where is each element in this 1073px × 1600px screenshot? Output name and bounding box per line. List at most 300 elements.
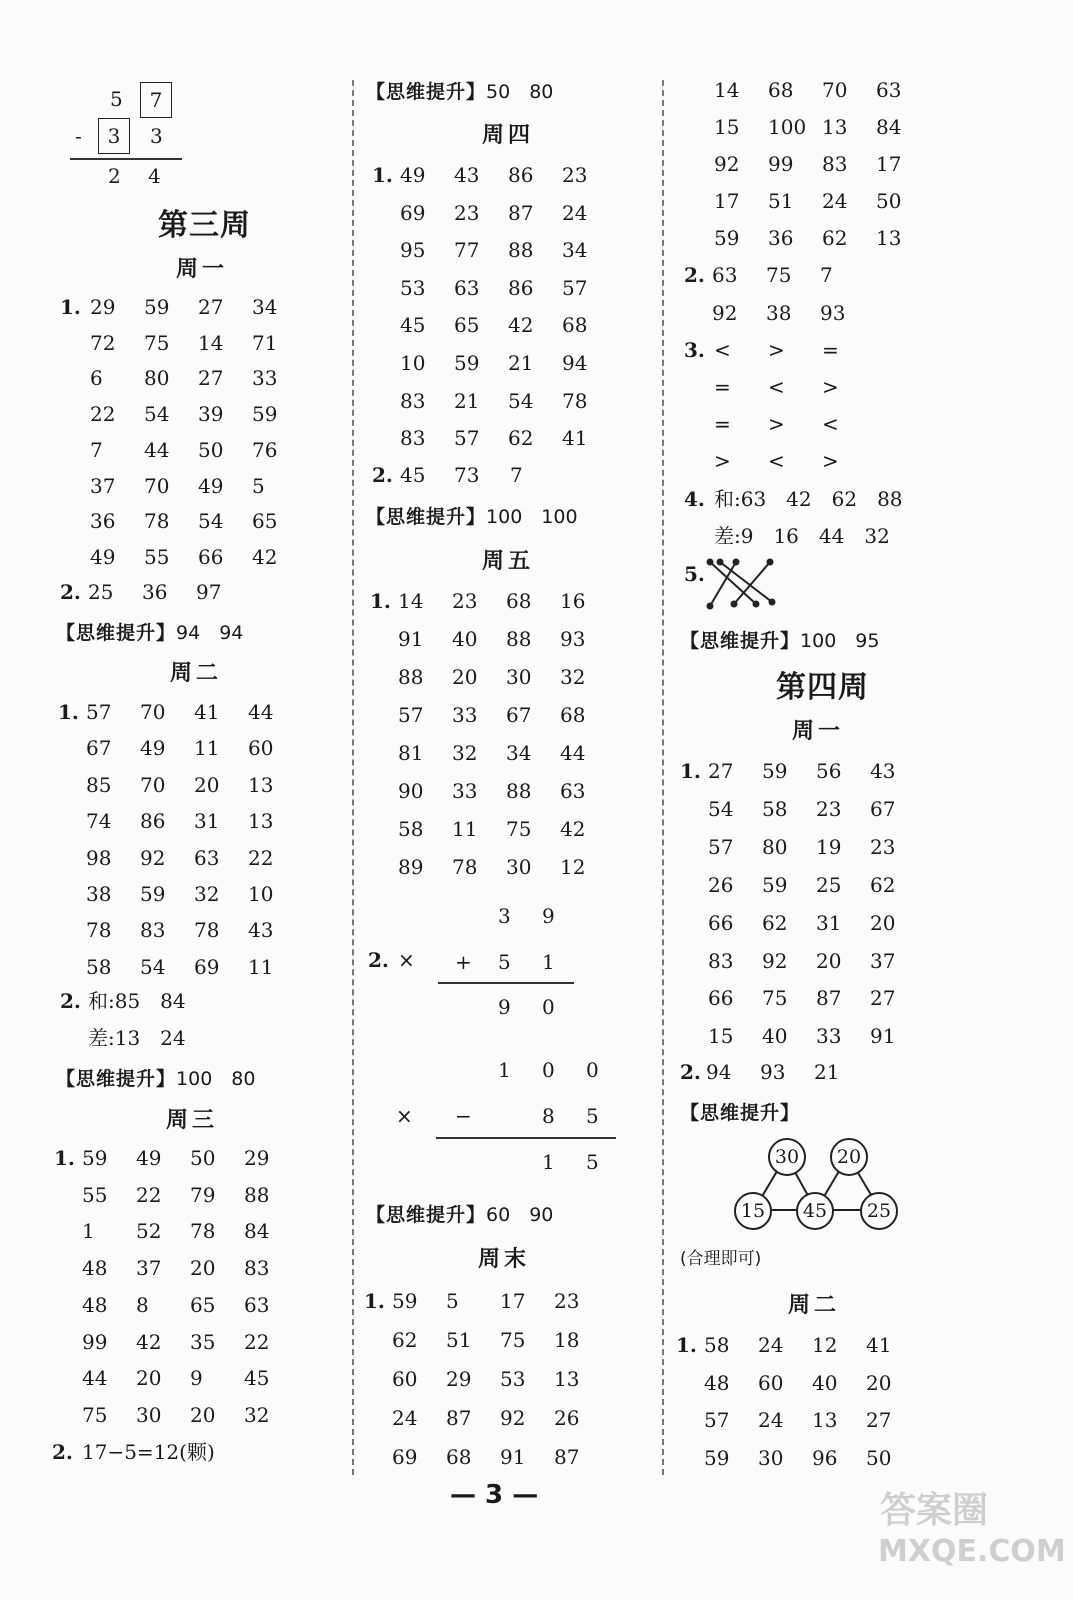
answer-cell: 66 — [708, 986, 734, 1011]
w3-tue-q2-diff: 差:13 24 — [88, 1026, 186, 1050]
answer-cell: 57 — [86, 700, 112, 724]
answer-cell: 31 — [816, 910, 842, 935]
answer-cell: 39 — [198, 402, 224, 427]
answer-cell: 26 — [554, 1406, 580, 1430]
answer-cell: 55 — [144, 544, 170, 569]
answer-cell: 42 — [508, 313, 534, 338]
answer-cell: 44 — [82, 1366, 108, 1391]
answer-cell: 32 — [452, 741, 478, 765]
answer-cell: 87 — [816, 986, 842, 1011]
answer-cell: 44 — [248, 700, 274, 724]
circle-bottom-left: 15 — [734, 1192, 772, 1230]
answer-cell: 41 — [562, 426, 588, 451]
question-label: 1. — [372, 163, 393, 187]
calc1-b1: 5 — [498, 950, 511, 974]
answer-cell: 92 — [140, 845, 166, 870]
answer-cell: 60 — [248, 736, 274, 761]
w3-mon-q2-label: 2. — [60, 580, 81, 604]
answer-cell: 43 — [870, 759, 896, 783]
boost-label: 【思维提升】 — [56, 1068, 177, 1090]
question-label: 1. — [370, 589, 391, 613]
boost-label: 【思维提升】 — [56, 622, 177, 644]
answer-cell: 62 — [508, 426, 534, 451]
sub-digit-a1: 5 — [110, 87, 123, 111]
answer-cell: 63 — [876, 78, 902, 102]
answer-cell: 83 — [140, 918, 166, 943]
answer-cell: 59 — [252, 402, 278, 427]
answer-cell: < — [768, 449, 785, 473]
boost-label: 【思维提升】 — [366, 506, 487, 528]
answer-cell: 56 — [816, 759, 842, 783]
answer-cell: 38 — [86, 882, 112, 906]
answer-cell: 33 — [816, 1024, 842, 1049]
answer-cell: < — [822, 412, 839, 436]
answer-cell: 91 — [500, 1445, 526, 1469]
answer-cell: 83 — [708, 948, 734, 973]
answer-cell: 24 — [758, 1333, 784, 1357]
answer-cell: 10 — [248, 882, 274, 906]
answer-cell: 83 — [822, 152, 848, 176]
answer-cell: 83 — [400, 388, 426, 413]
answer-cell: 34 — [506, 741, 532, 765]
answer-cell: 13 — [248, 772, 274, 797]
answer-cell: 85 — [86, 772, 112, 797]
calc2-a1: 1 — [498, 1058, 511, 1082]
calc1-a2: 9 — [542, 904, 555, 928]
answer-cell: > — [768, 338, 785, 362]
answer-cell: 49 — [140, 736, 166, 761]
answer-cell: 32 — [244, 1402, 270, 1427]
calc1-mark: × — [398, 948, 415, 972]
answer-cell: 37 — [136, 1256, 162, 1281]
answer-cell: 12 — [560, 855, 586, 879]
calc2-op: − — [455, 1104, 472, 1128]
w4-mon-q2-v1: 94 — [706, 1060, 732, 1084]
w3-mon-title: 周一 — [176, 256, 229, 282]
answer-cell: 16 — [560, 589, 586, 613]
answer-cell: 13 — [554, 1367, 580, 1391]
w3-fri-q2-label: 2. — [368, 948, 389, 972]
answer-cell: 62 — [762, 910, 788, 935]
w3-tue-q2-label: 2. — [60, 989, 81, 1013]
answer-cell: 30 — [136, 1402, 162, 1427]
calc1-op: + — [455, 950, 472, 974]
answer-cell: 40 — [762, 1024, 788, 1049]
answer-cell: 54 — [140, 954, 166, 979]
w3-mon-q2-v3: 97 — [196, 580, 222, 604]
answer-cell: 23 — [870, 834, 896, 859]
answer-cell: 75 — [506, 817, 532, 841]
answer-cell: = — [714, 375, 731, 399]
answer-cell: 20 — [190, 1256, 216, 1281]
answer-cell: 49 — [90, 544, 116, 569]
calc2-b1: 8 — [542, 1104, 555, 1128]
boost-label: 【思维提升】 — [680, 630, 801, 652]
answer-cell: 87 — [446, 1406, 472, 1430]
col3-q5-label: 5. — [684, 562, 705, 586]
answer-cell: 49 — [198, 473, 224, 498]
answer-cell: 7 — [90, 437, 103, 462]
circle-top-left: 30 — [768, 1138, 806, 1176]
boost-values: 100 80 — [176, 1068, 256, 1090]
answer-cell: 91 — [870, 1024, 896, 1049]
answer-cell: 29 — [90, 295, 116, 319]
answer-cell: 49 — [136, 1146, 162, 1170]
w3-mon-q2-v2: 36 — [142, 580, 168, 604]
sub-result-2: 4 — [148, 164, 161, 188]
w3-weekend-title: 周末 — [478, 1246, 531, 1272]
answer-cell: 68 — [768, 78, 794, 102]
answer-cell: 60 — [758, 1370, 784, 1395]
answer-cell: 63 — [194, 845, 220, 870]
answer-cell: 20 — [194, 772, 220, 797]
answer-cell: 13 — [822, 115, 848, 139]
answer-cell: 67 — [86, 736, 112, 761]
col3-q2-label: 2. — [684, 263, 705, 287]
answer-cell: 59 — [82, 1146, 108, 1170]
answer-cell: 50 — [876, 189, 902, 213]
answer-cell: 8 — [136, 1292, 149, 1317]
answer-cell: 83 — [244, 1256, 270, 1281]
answer-cell: 44 — [144, 437, 170, 462]
answer-cell: 75 — [766, 263, 792, 287]
answer-cell: 25 — [816, 872, 842, 897]
boost-label: 【思维提升】 — [680, 1102, 801, 1124]
answer-cell: 98 — [86, 845, 112, 870]
calc2-a3: 0 — [586, 1058, 599, 1082]
col3-q4-sum: 和:63 42 62 88 — [714, 487, 903, 511]
answer-cell: 58 — [398, 817, 424, 841]
sub-digit-b2: 3 — [150, 124, 163, 148]
answer-cell: 13 — [812, 1408, 838, 1432]
answer-cell: 77 — [454, 238, 480, 263]
calc2-mark: × — [396, 1104, 413, 1128]
answer-cell: 59 — [392, 1289, 418, 1313]
answer-cell: 13 — [876, 226, 902, 250]
answer-cell: 63 — [454, 275, 480, 300]
w3-thu-q2-v1: 45 — [400, 463, 426, 487]
answer-cell: 87 — [508, 200, 534, 225]
answer-cell: 41 — [194, 700, 220, 724]
answer-cell: 22 — [248, 845, 274, 870]
sub-box-2: 3 — [98, 118, 130, 154]
answer-cell: 79 — [190, 1182, 216, 1207]
answer-cell: 65 — [190, 1292, 216, 1317]
answer-cell: 87 — [554, 1445, 580, 1469]
answer-cell: 92 — [762, 948, 788, 973]
answer-cell: 24 — [392, 1406, 418, 1430]
answer-cell: 99 — [82, 1329, 108, 1354]
answer-cell: 17 — [500, 1289, 526, 1313]
calc2-r2: 5 — [586, 1150, 599, 1174]
boost-label: 【思维提升】 — [366, 81, 487, 103]
answer-cell: 59 — [762, 872, 788, 897]
answer-cell: 40 — [452, 627, 478, 651]
answer-cell: 62 — [870, 872, 896, 897]
answer-cell: 32 — [194, 882, 220, 906]
answer-cell: 11 — [248, 954, 274, 979]
answer-cell: 75 — [144, 330, 170, 355]
answer-cell: 38 — [766, 300, 792, 325]
answer-cell: 40 — [812, 1370, 838, 1395]
answer-cell: 42 — [252, 544, 278, 569]
boost-label: 【思维提升】 — [366, 1204, 487, 1226]
answer-cell: 54 — [144, 402, 170, 427]
week3-title: 第三周 — [158, 208, 251, 243]
week4-title: 第四周 — [776, 670, 869, 705]
answer-cell: 48 — [82, 1256, 108, 1281]
answer-cell: 92 — [500, 1406, 526, 1430]
w4-mon-q2-v2: 93 — [760, 1060, 786, 1084]
watermark-bottom: MXQE.COM — [878, 1534, 1066, 1569]
answer-cell: 65 — [252, 509, 278, 534]
answer-cell: 6 — [90, 366, 103, 391]
sub-minus: - — [75, 124, 82, 148]
answer-cell: > — [822, 375, 839, 399]
question-label: 1. — [676, 1333, 697, 1357]
answer-cell: 27 — [870, 986, 896, 1011]
answer-cell: 29 — [244, 1146, 270, 1170]
w3-thu-q2-label: 2. — [372, 463, 393, 487]
answer-cell: 17 — [714, 189, 740, 213]
answer-cell: 94 — [562, 351, 588, 375]
w3-fri-title: 周五 — [482, 548, 535, 574]
w4-mon-q2-v3: 21 — [814, 1060, 840, 1084]
w3-thu-q2-v2: 73 — [454, 463, 480, 487]
question-label: 1. — [364, 1289, 385, 1313]
w3-thu-title: 周四 — [482, 122, 535, 148]
answer-cell: 57 — [562, 275, 588, 300]
answer-cell: 18 — [554, 1328, 580, 1352]
answer-cell: 50 — [190, 1146, 216, 1170]
answer-cell: 83 — [400, 426, 426, 451]
boost-values: 100 100 — [486, 506, 578, 528]
boost-values: 100 95 — [800, 630, 880, 652]
answer-cell: 93 — [560, 627, 586, 651]
circle-bottom-right: 25 — [860, 1192, 898, 1230]
answer-cell: 78 — [86, 918, 112, 943]
answer-cell: 75 — [500, 1328, 526, 1352]
answer-cell: 74 — [86, 809, 112, 834]
w3-wed-q2-text: 17−5=12(颗) — [82, 1440, 215, 1464]
answer-cell: 24 — [758, 1408, 784, 1432]
question-label: 1. — [680, 759, 701, 783]
w3-wed-title: 周三 — [166, 1107, 219, 1133]
answer-cell: 20 — [866, 1370, 892, 1395]
answer-cell: 71 — [252, 330, 278, 355]
answer-cell: 30 — [506, 665, 532, 689]
answer-cell: 24 — [562, 200, 588, 225]
answer-cell: = — [714, 412, 731, 436]
answer-cell: 22 — [136, 1182, 162, 1207]
answer-cell: 59 — [762, 759, 788, 783]
answer-cell: 99 — [768, 152, 794, 176]
answer-cell: 66 — [708, 910, 734, 935]
answer-cell: 75 — [82, 1402, 108, 1427]
col2-top-boost — [366, 77, 553, 104]
answer-cell: 19 — [816, 834, 842, 859]
answer-cell: 54 — [198, 509, 224, 534]
answer-cell: 21 — [454, 388, 480, 413]
answer-cell: 90 — [398, 779, 424, 803]
answer-cell: 78 — [562, 388, 588, 413]
answer-cell: 9 — [190, 1366, 203, 1391]
calc2-a2: 0 — [542, 1058, 555, 1082]
answer-cell: 27 — [866, 1408, 892, 1432]
answer-cell: = — [822, 338, 839, 362]
answer-cell: 52 — [136, 1219, 162, 1244]
answer-cell: 22 — [244, 1329, 270, 1354]
boost-values: 60 90 — [486, 1204, 554, 1226]
answer-cell: 20 — [190, 1402, 216, 1427]
sub-box-1: 7 — [140, 82, 172, 118]
answer-cell: 24 — [822, 189, 848, 213]
w4-tue-title: 周二 — [788, 1292, 841, 1318]
answer-cell: 7 — [820, 263, 833, 287]
answer-cell: 63 — [244, 1292, 270, 1317]
answer-cell: 34 — [252, 295, 278, 319]
answer-cell: 23 — [554, 1289, 580, 1313]
answer-cell: 20 — [136, 1366, 162, 1391]
answer-cell: 70 — [140, 700, 166, 724]
answer-cell: 78 — [194, 918, 220, 943]
col3-q4-label: 4. — [684, 487, 705, 511]
answer-cell: 58 — [86, 954, 112, 979]
boost-values: 50 80 — [486, 81, 554, 103]
col3-q4-diff: 差:9 16 44 32 — [714, 524, 890, 548]
calc1-a1: 3 — [498, 904, 511, 928]
answer-cell: 43 — [248, 918, 274, 943]
answer-cell: 86 — [508, 163, 534, 187]
question-label: 1. — [58, 700, 79, 724]
w3-fri-boost — [366, 1200, 553, 1227]
answer-cell: 93 — [820, 300, 846, 325]
answer-cell: 63 — [712, 263, 738, 287]
w3-thu-q2-v3: 7 — [510, 463, 523, 487]
answer-cell: 88 — [508, 238, 534, 263]
answer-cell: 60 — [392, 1367, 418, 1391]
calc1-r2: 0 — [542, 995, 555, 1019]
answer-cell: 59 — [144, 295, 170, 319]
page-number: — 3 — — [450, 1480, 539, 1510]
answer-cell: 36 — [768, 226, 794, 250]
answer-cell: 80 — [762, 834, 788, 859]
answer-cell: 78 — [144, 509, 170, 534]
answer-cell: 17 — [876, 152, 902, 176]
sub-result-1: 2 — [108, 164, 121, 188]
answer-cell: 76 — [252, 437, 278, 462]
answer-cell: 68 — [562, 313, 588, 338]
answer-cell: 48 — [82, 1292, 108, 1317]
answer-cell: 78 — [190, 1219, 216, 1244]
sub-result-line — [70, 158, 182, 160]
answer-cell: 14 — [198, 330, 224, 355]
answer-cell: 51 — [768, 189, 794, 213]
answer-cell: 72 — [90, 330, 116, 355]
answer-cell: 27 — [198, 295, 224, 319]
answer-cell: 20 — [816, 948, 842, 973]
answer-cell: 86 — [140, 809, 166, 834]
answer-cell: 88 — [506, 779, 532, 803]
answer-cell: 50 — [198, 437, 224, 462]
answer-cell: 21 — [508, 351, 534, 375]
w4-mon-title: 周一 — [792, 718, 845, 744]
answer-cell: 67 — [506, 703, 532, 727]
answer-cell: 20 — [870, 910, 896, 935]
answer-cell: 12 — [812, 1333, 838, 1357]
answer-cell: 1 — [82, 1219, 95, 1244]
answer-cell: 59 — [714, 226, 740, 250]
answer-cell: 69 — [392, 1445, 418, 1469]
answer-cell: 11 — [452, 817, 478, 841]
answer-cell: 78 — [452, 855, 478, 879]
answer-cell: 59 — [454, 351, 480, 375]
answer-cell: 13 — [248, 809, 274, 834]
answer-cell: > — [714, 449, 731, 473]
watermark-top: 答案圈 — [880, 1490, 989, 1531]
answer-cell: 30 — [758, 1445, 784, 1470]
answer-cell: 53 — [500, 1367, 526, 1391]
answer-cell: 33 — [252, 366, 278, 391]
answer-cell: 57 — [704, 1408, 730, 1432]
answer-cell: 69 — [400, 200, 426, 225]
answer-cell: 57 — [454, 426, 480, 451]
answer-cell: 23 — [562, 163, 588, 187]
w4-mon-note: (合理即可) — [680, 1249, 762, 1269]
answer-cell: 62 — [392, 1328, 418, 1352]
col3-q3-label: 3. — [684, 338, 705, 362]
answer-cell: 35 — [190, 1329, 216, 1354]
answer-cell: 36 — [90, 509, 116, 534]
column-separator-2 — [662, 80, 664, 1475]
answer-cell: 57 — [708, 834, 734, 859]
calc1-r1: 9 — [498, 995, 511, 1019]
answer-cell: 57 — [398, 703, 424, 727]
answer-cell: 63 — [560, 779, 586, 803]
answer-cell: 59 — [140, 882, 166, 906]
answer-cell: 15 — [714, 115, 740, 139]
answer-cell: 43 — [454, 163, 480, 187]
answer-cell: 88 — [506, 627, 532, 651]
answer-cell: 41 — [866, 1333, 892, 1357]
answer-cell: 44 — [560, 741, 586, 765]
matching-lines-diagram — [706, 556, 776, 612]
answer-cell: 45 — [244, 1366, 270, 1391]
question-label: 1. — [60, 295, 81, 319]
w4-mon-boost — [680, 1098, 800, 1125]
question-label: 1. — [54, 1146, 75, 1170]
answer-cell: 50 — [866, 1445, 892, 1470]
answer-cell: > — [768, 412, 785, 436]
answer-cell: 58 — [762, 796, 788, 821]
answer-cell: 27 — [198, 366, 224, 391]
answer-cell: 23 — [452, 589, 478, 613]
w3-mon-q2-v1: 25 — [88, 580, 114, 604]
answer-cell: 5 — [252, 473, 265, 498]
answer-cell: 15 — [708, 1024, 734, 1049]
w3-thu-boost — [366, 502, 578, 529]
answer-cell: 59 — [704, 1445, 730, 1470]
answer-cell: 86 — [508, 275, 534, 300]
answer-cell: 68 — [506, 589, 532, 613]
answer-cell: 96 — [812, 1445, 838, 1470]
answer-cell: 49 — [400, 163, 426, 187]
answer-cell: 89 — [398, 855, 424, 879]
answer-cell: 68 — [446, 1445, 472, 1469]
answer-cell: 45 — [400, 313, 426, 338]
col3-boost1 — [680, 626, 879, 653]
calc2-r1: 1 — [542, 1150, 555, 1174]
